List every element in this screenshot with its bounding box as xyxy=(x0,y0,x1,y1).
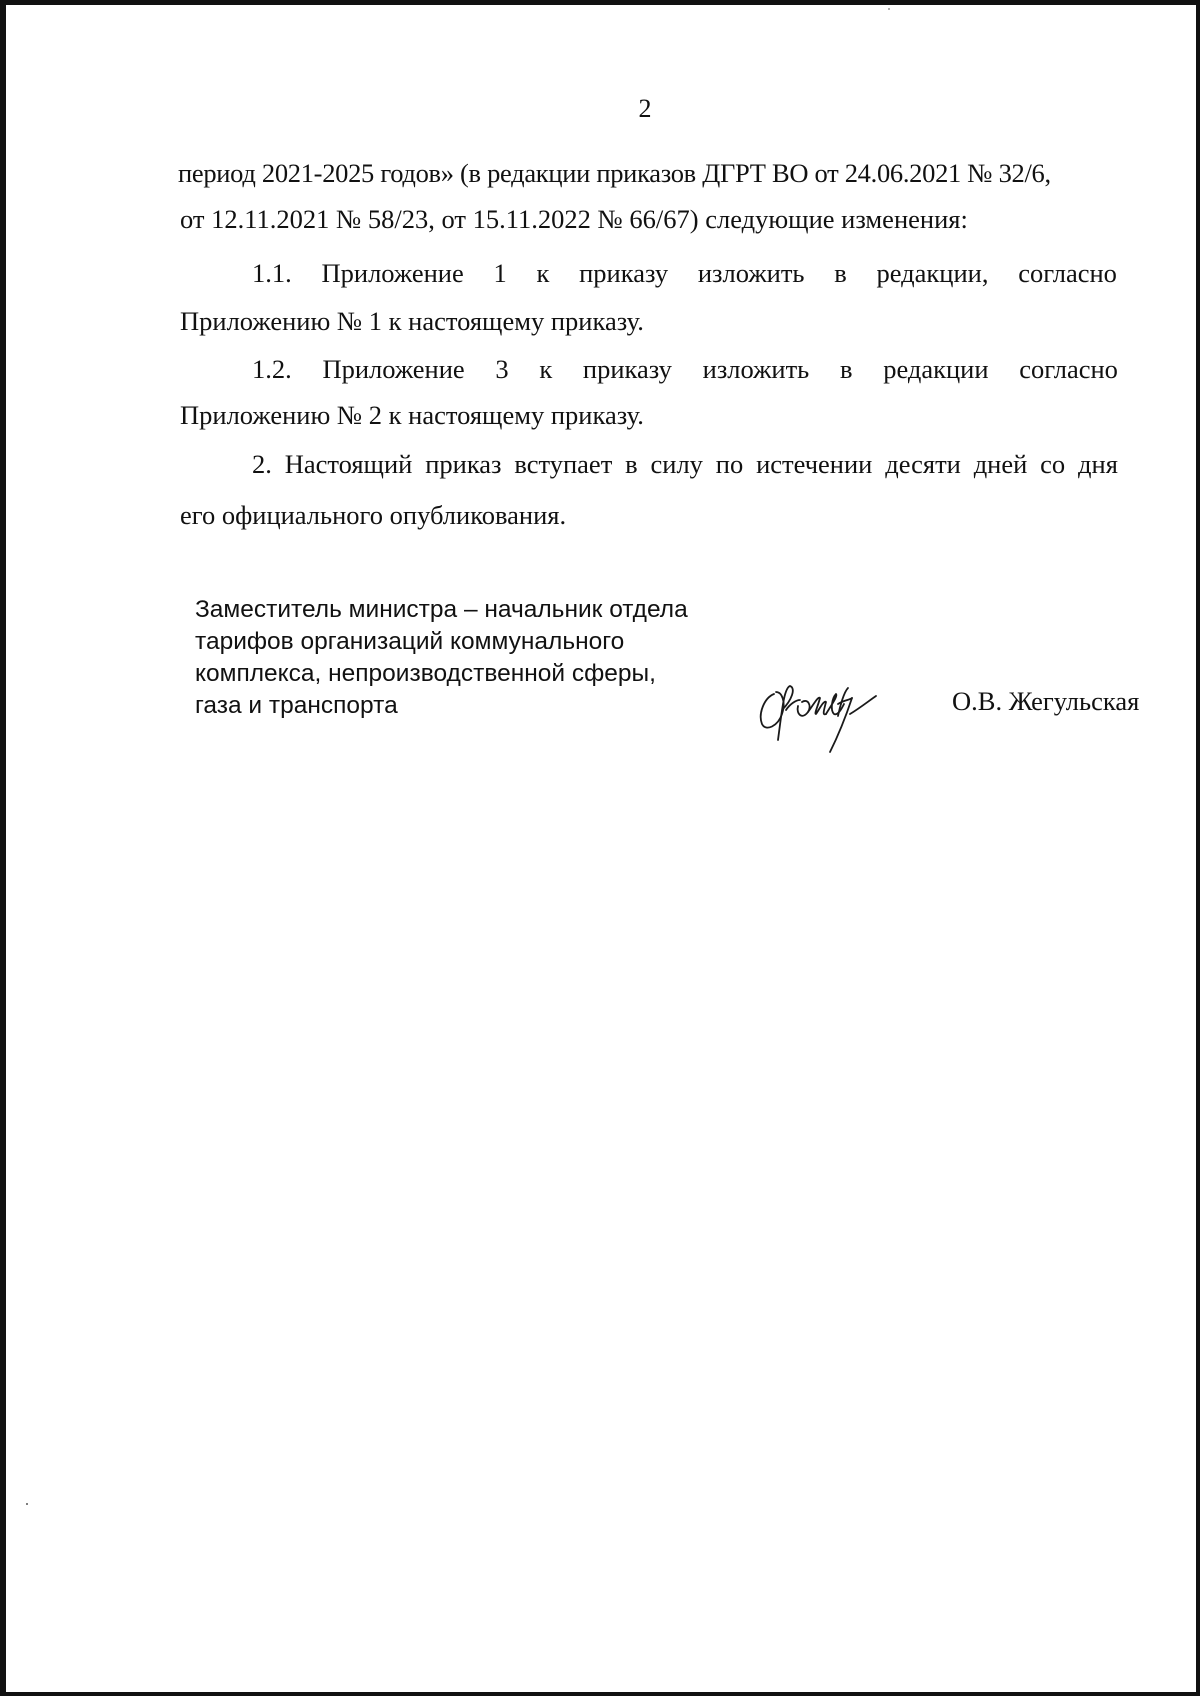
item-2-word: Настоящий xyxy=(284,449,413,479)
page-number: 2 xyxy=(638,94,652,123)
item-1-2-word: 1.2. xyxy=(252,354,292,384)
item-2-line xyxy=(252,451,1118,478)
body-line-2: от 12.11.2021 № 58/23, от 15.11.2022 № 66/67) следующие изменения: xyxy=(180,204,968,234)
signatory-position xyxy=(195,594,688,722)
item-1-1-word: к xyxy=(536,258,550,288)
item-1-2-word: изложить xyxy=(702,354,810,384)
item-2-word: в xyxy=(625,449,638,479)
item-1-1-word: в xyxy=(834,258,847,288)
item-2-continuation: его официального опубликования. xyxy=(180,500,567,530)
item-2-word: силу xyxy=(650,449,703,479)
item-1-1-word: 1.1. xyxy=(252,258,292,288)
item-1-1-word: Приложение xyxy=(321,258,464,288)
item-2-word: по xyxy=(715,449,744,479)
item-2-word: десяти xyxy=(885,449,961,479)
item-1-2-continuation: Приложению № 2 к настоящему приказу. xyxy=(180,400,644,430)
item-1-1-word: приказу xyxy=(579,258,669,288)
scan-speck xyxy=(888,8,890,10)
item-1-2-word: к xyxy=(539,354,553,384)
item-2-word: дня xyxy=(1078,449,1118,479)
item-1-2-word: редакции xyxy=(883,354,989,384)
item-1-1-word: согласно xyxy=(1018,258,1117,288)
item-1-2-word: Приложение xyxy=(322,354,465,384)
item-2-word: дней xyxy=(973,449,1028,479)
item-2-word: истечении xyxy=(756,449,873,479)
item-1-1-continuation: Приложению № 1 к настоящему приказу. xyxy=(180,306,644,336)
item-2-word: приказ xyxy=(425,449,502,479)
item-2-word: вступает xyxy=(514,449,613,479)
item-1-2-line xyxy=(252,356,1118,383)
scan-speck xyxy=(26,1503,28,1505)
item-1-1-line xyxy=(252,260,1117,287)
item-1-2-word: приказу xyxy=(582,354,672,384)
position-line: газа и транспорта xyxy=(195,692,398,719)
position-line: комплекса, непроизводственной сферы, xyxy=(195,660,656,687)
item-1-2-word: в xyxy=(839,354,853,384)
item-1-1-word: изложить xyxy=(697,258,805,288)
body-line-1: период 2021-2025 годов» (в редакции приказов ДГРТ ВО от 24.06.2021 № 32/6, xyxy=(178,158,1051,188)
item-2-word: со xyxy=(1040,449,1066,479)
item-1-2-word: согласно xyxy=(1019,354,1118,384)
item-1-1-word: 1 xyxy=(493,258,507,288)
position-line: Заместитель министра – начальник отдела xyxy=(195,596,688,623)
item-1-2-word: 3 xyxy=(495,354,509,384)
item-1-1-word: редакции, xyxy=(876,258,989,288)
item-2-word: 2. xyxy=(252,449,272,479)
handwritten-signature xyxy=(752,670,912,760)
signer-name: О.В. Жегульская xyxy=(952,686,1140,716)
position-line: тарифов организаций коммунального xyxy=(195,628,625,655)
